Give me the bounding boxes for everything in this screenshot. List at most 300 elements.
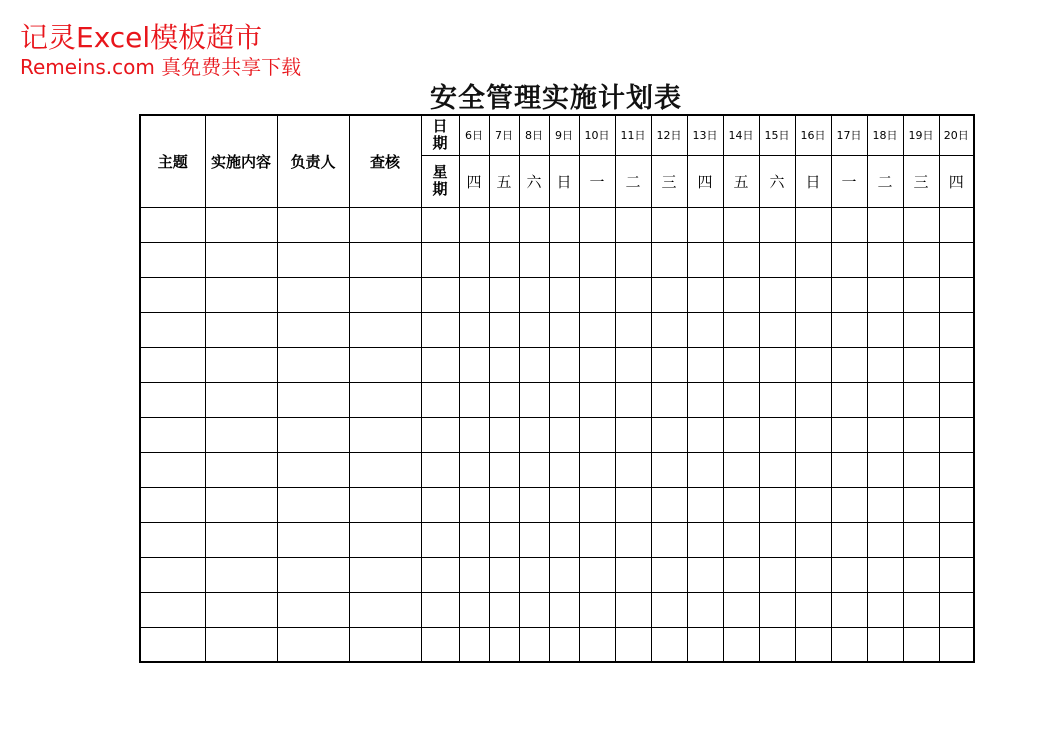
- table-cell[interactable]: [795, 452, 831, 487]
- table-cell[interactable]: [795, 417, 831, 452]
- table-cell[interactable]: [459, 592, 489, 627]
- table-cell[interactable]: [489, 557, 519, 592]
- table-cell[interactable]: [519, 557, 549, 592]
- table-cell[interactable]: [459, 452, 489, 487]
- table-cell[interactable]: [549, 627, 579, 662]
- table-cell[interactable]: [615, 487, 651, 522]
- table-cell[interactable]: [939, 417, 974, 452]
- table-cell[interactable]: [867, 487, 903, 522]
- table-cell[interactable]: [140, 417, 205, 452]
- table-cell[interactable]: [903, 312, 939, 347]
- table-cell[interactable]: [687, 207, 723, 242]
- table-cell[interactable]: [867, 242, 903, 277]
- table-cell[interactable]: [831, 312, 867, 347]
- table-cell[interactable]: [489, 207, 519, 242]
- table-cell[interactable]: [939, 277, 974, 312]
- table-cell[interactable]: [349, 627, 421, 662]
- table-cell[interactable]: [903, 452, 939, 487]
- table-cell[interactable]: [831, 347, 867, 382]
- table-cell[interactable]: [549, 557, 579, 592]
- table-cell[interactable]: [651, 487, 687, 522]
- table-cell[interactable]: [687, 382, 723, 417]
- table-cell[interactable]: [759, 627, 795, 662]
- table-cell[interactable]: [140, 312, 205, 347]
- table-cell[interactable]: [867, 417, 903, 452]
- table-cell[interactable]: [795, 522, 831, 557]
- table-cell[interactable]: [489, 522, 519, 557]
- table-cell[interactable]: [939, 627, 974, 662]
- table-cell[interactable]: [205, 382, 277, 417]
- table-cell[interactable]: [489, 417, 519, 452]
- table-cell[interactable]: [759, 207, 795, 242]
- table-cell[interactable]: [205, 207, 277, 242]
- table-cell[interactable]: [651, 347, 687, 382]
- table-cell[interactable]: [939, 347, 974, 382]
- table-cell[interactable]: [903, 487, 939, 522]
- table-cell[interactable]: [459, 242, 489, 277]
- date-cell: 8日: [519, 115, 549, 155]
- plan-table: [139, 114, 975, 663]
- table-cell[interactable]: [519, 627, 549, 662]
- weekday-cell: 五: [723, 155, 759, 207]
- weekday-cell: 六: [759, 155, 795, 207]
- table-cell[interactable]: [903, 207, 939, 242]
- table-cell[interactable]: [549, 207, 579, 242]
- table-cell[interactable]: [723, 417, 759, 452]
- table-cell[interactable]: [723, 312, 759, 347]
- table-cell[interactable]: [349, 312, 421, 347]
- table-cell[interactable]: [519, 207, 549, 242]
- table-cell[interactable]: [519, 452, 549, 487]
- table-cell[interactable]: [277, 592, 349, 627]
- table-cell[interactable]: [687, 592, 723, 627]
- table-cell[interactable]: [140, 522, 205, 557]
- table-cell[interactable]: [903, 627, 939, 662]
- table-row: [140, 487, 974, 522]
- table-cell[interactable]: [939, 522, 974, 557]
- date-cell: 19日: [903, 115, 939, 155]
- weekday-label-cell: [421, 155, 459, 207]
- date-cell: 14日: [723, 115, 759, 155]
- table-cell[interactable]: [459, 557, 489, 592]
- table-cell[interactable]: [939, 382, 974, 417]
- table-cell[interactable]: [459, 347, 489, 382]
- table-cell[interactable]: [939, 592, 974, 627]
- weekday-cell: 一: [831, 155, 867, 207]
- table-row: [140, 207, 974, 242]
- table-cell[interactable]: [459, 487, 489, 522]
- table-cell[interactable]: [687, 557, 723, 592]
- date-cell: 11日: [615, 115, 651, 155]
- table-cell[interactable]: [795, 592, 831, 627]
- table-cell[interactable]: [831, 522, 867, 557]
- table-cell[interactable]: [277, 557, 349, 592]
- table-cell[interactable]: [687, 347, 723, 382]
- table-cell[interactable]: [939, 207, 974, 242]
- table-cell[interactable]: [903, 557, 939, 592]
- table-cell[interactable]: [615, 347, 651, 382]
- table-cell[interactable]: [615, 382, 651, 417]
- weekday-label: 星期: [432, 163, 448, 198]
- table-cell[interactable]: [795, 312, 831, 347]
- date-cell: 20日: [939, 115, 974, 155]
- table-cell[interactable]: [205, 347, 277, 382]
- table-cell[interactable]: [903, 417, 939, 452]
- table-cell[interactable]: [615, 277, 651, 312]
- table-cell[interactable]: [795, 627, 831, 662]
- table-cell[interactable]: [615, 417, 651, 452]
- table-cell[interactable]: [549, 277, 579, 312]
- table-cell[interactable]: [349, 207, 421, 242]
- table-cell[interactable]: [831, 452, 867, 487]
- date-cell: 10日: [579, 115, 615, 155]
- table-cell[interactable]: [759, 417, 795, 452]
- table-cell[interactable]: [421, 277, 459, 312]
- table-cell[interactable]: [349, 487, 421, 522]
- table-cell[interactable]: [459, 207, 489, 242]
- table-cell[interactable]: [489, 487, 519, 522]
- table-cell[interactable]: [205, 627, 277, 662]
- date-cell: 18日: [867, 115, 903, 155]
- table-cell[interactable]: [903, 277, 939, 312]
- table-cell[interactable]: [549, 382, 579, 417]
- table-cell[interactable]: [277, 312, 349, 347]
- table-cell[interactable]: [489, 592, 519, 627]
- table-cell[interactable]: [759, 242, 795, 277]
- table-cell[interactable]: [489, 277, 519, 312]
- table-cell[interactable]: [903, 522, 939, 557]
- table-cell[interactable]: [651, 207, 687, 242]
- table-cell[interactable]: [277, 522, 349, 557]
- table-row: [140, 312, 974, 347]
- table-cell[interactable]: [759, 557, 795, 592]
- table-cell[interactable]: [349, 277, 421, 312]
- table-cell[interactable]: [687, 242, 723, 277]
- table-cell[interactable]: [795, 347, 831, 382]
- table-cell[interactable]: [759, 487, 795, 522]
- table-cell[interactable]: [831, 557, 867, 592]
- table-cell[interactable]: [867, 592, 903, 627]
- table-cell[interactable]: [615, 557, 651, 592]
- table-cell[interactable]: [277, 417, 349, 452]
- header-content: 实施内容: [205, 115, 277, 207]
- table-cell[interactable]: [615, 207, 651, 242]
- table-row: [140, 522, 974, 557]
- table-cell[interactable]: [421, 487, 459, 522]
- table-cell[interactable]: [459, 277, 489, 312]
- table-cell[interactable]: [651, 592, 687, 627]
- table-cell[interactable]: [723, 277, 759, 312]
- table-cell[interactable]: [549, 417, 579, 452]
- weekday-cell: 日: [795, 155, 831, 207]
- table-cell[interactable]: [140, 347, 205, 382]
- table-cell[interactable]: [489, 627, 519, 662]
- table-cell[interactable]: [903, 382, 939, 417]
- table-cell[interactable]: [687, 452, 723, 487]
- table-cell[interactable]: [140, 592, 205, 627]
- table-cell[interactable]: [421, 382, 459, 417]
- table-cell[interactable]: [615, 627, 651, 662]
- table-cell[interactable]: [549, 347, 579, 382]
- date-cell: 15日: [759, 115, 795, 155]
- table-cell[interactable]: [759, 452, 795, 487]
- weekday-cell: 四: [687, 155, 723, 207]
- table-cell[interactable]: [939, 452, 974, 487]
- table-cell[interactable]: [579, 417, 615, 452]
- table-cell[interactable]: [205, 592, 277, 627]
- table-cell[interactable]: [349, 417, 421, 452]
- table-cell[interactable]: [549, 242, 579, 277]
- table-cell[interactable]: [759, 347, 795, 382]
- table-row: [140, 452, 974, 487]
- table-cell[interactable]: [723, 487, 759, 522]
- table-cell[interactable]: [459, 417, 489, 452]
- table-cell[interactable]: [421, 627, 459, 662]
- table-cell[interactable]: [831, 627, 867, 662]
- table-cell[interactable]: [140, 557, 205, 592]
- table-cell[interactable]: [579, 627, 615, 662]
- table-cell[interactable]: [579, 592, 615, 627]
- header-topic: 主题: [140, 115, 205, 207]
- table-cell[interactable]: [939, 312, 974, 347]
- table-cell[interactable]: [723, 242, 759, 277]
- table-cell[interactable]: [867, 312, 903, 347]
- table-cell[interactable]: [349, 347, 421, 382]
- table-cell[interactable]: [349, 452, 421, 487]
- table-cell[interactable]: [579, 557, 615, 592]
- table-cell[interactable]: [459, 312, 489, 347]
- header-review: 查核: [349, 115, 421, 207]
- table-cell[interactable]: [651, 242, 687, 277]
- table-cell[interactable]: [723, 347, 759, 382]
- table-cell[interactable]: [903, 242, 939, 277]
- table-cell[interactable]: [549, 487, 579, 522]
- table-cell[interactable]: [549, 522, 579, 557]
- table-cell[interactable]: [140, 242, 205, 277]
- table-cell[interactable]: [615, 592, 651, 627]
- table-cell[interactable]: [867, 452, 903, 487]
- table-cell[interactable]: [277, 277, 349, 312]
- table-cell[interactable]: [759, 522, 795, 557]
- watermark-title: 记灵Excel模板超市: [20, 21, 263, 54]
- table-cell[interactable]: [489, 382, 519, 417]
- table-cell[interactable]: [549, 452, 579, 487]
- table-cell[interactable]: [723, 557, 759, 592]
- table-cell[interactable]: [349, 592, 421, 627]
- table-cell[interactable]: [867, 207, 903, 242]
- table-cell[interactable]: [519, 242, 549, 277]
- table-cell[interactable]: [723, 592, 759, 627]
- table-cell[interactable]: [579, 277, 615, 312]
- table-cell[interactable]: [867, 277, 903, 312]
- table-cell[interactable]: [519, 522, 549, 557]
- table-cell[interactable]: [795, 277, 831, 312]
- table-cell[interactable]: [687, 487, 723, 522]
- table-cell[interactable]: [723, 452, 759, 487]
- table-cell[interactable]: [687, 627, 723, 662]
- table-cell[interactable]: [579, 487, 615, 522]
- table-cell[interactable]: [205, 522, 277, 557]
- weekday-cell: 六: [519, 155, 549, 207]
- table-cell[interactable]: [459, 382, 489, 417]
- table-cell[interactable]: [795, 557, 831, 592]
- table-cell[interactable]: [651, 522, 687, 557]
- table-cell[interactable]: [205, 487, 277, 522]
- table-cell[interactable]: [421, 592, 459, 627]
- weekday-cell: 三: [903, 155, 939, 207]
- table-cell[interactable]: [651, 417, 687, 452]
- table-cell[interactable]: [759, 277, 795, 312]
- table-cell[interactable]: [831, 242, 867, 277]
- table-cell[interactable]: [867, 347, 903, 382]
- table-cell[interactable]: [519, 592, 549, 627]
- table-row: [140, 592, 974, 627]
- table-cell[interactable]: [421, 522, 459, 557]
- table-cell[interactable]: [421, 242, 459, 277]
- table-row: [140, 557, 974, 592]
- table-cell[interactable]: [867, 382, 903, 417]
- table-cell[interactable]: [795, 242, 831, 277]
- document-title: 安全管理实施计划表: [430, 83, 682, 114]
- table-cell[interactable]: [489, 312, 519, 347]
- table-cell[interactable]: [459, 627, 489, 662]
- table-cell[interactable]: [759, 382, 795, 417]
- table-cell[interactable]: [349, 242, 421, 277]
- table-cell[interactable]: [867, 557, 903, 592]
- table-cell[interactable]: [205, 277, 277, 312]
- table-cell[interactable]: [421, 452, 459, 487]
- table-cell[interactable]: [723, 382, 759, 417]
- table-cell[interactable]: [519, 277, 549, 312]
- table-cell[interactable]: [579, 382, 615, 417]
- table-cell[interactable]: [519, 417, 549, 452]
- table-cell[interactable]: [687, 312, 723, 347]
- table-cell[interactable]: [831, 207, 867, 242]
- table-cell[interactable]: [831, 592, 867, 627]
- table-cell[interactable]: [277, 207, 349, 242]
- table-cell[interactable]: [795, 207, 831, 242]
- table-cell[interactable]: [140, 207, 205, 242]
- table-cell[interactable]: [939, 557, 974, 592]
- table-cell[interactable]: [140, 277, 205, 312]
- table-cell[interactable]: [519, 312, 549, 347]
- table-cell[interactable]: [349, 557, 421, 592]
- table-cell[interactable]: [615, 242, 651, 277]
- table-cell[interactable]: [579, 452, 615, 487]
- table-cell[interactable]: [651, 452, 687, 487]
- table-cell[interactable]: [795, 382, 831, 417]
- table-cell[interactable]: [651, 627, 687, 662]
- table-cell[interactable]: [489, 242, 519, 277]
- table-cell[interactable]: [579, 207, 615, 242]
- table-cell[interactable]: [831, 417, 867, 452]
- table-cell[interactable]: [939, 487, 974, 522]
- table-cell[interactable]: [651, 382, 687, 417]
- table-cell[interactable]: [867, 522, 903, 557]
- table-cell[interactable]: [421, 312, 459, 347]
- table-cell[interactable]: [277, 487, 349, 522]
- table-cell[interactable]: [615, 312, 651, 347]
- weekday-cell: 三: [651, 155, 687, 207]
- table-cell[interactable]: [651, 557, 687, 592]
- table-cell[interactable]: [519, 347, 549, 382]
- date-label-cell: [421, 115, 459, 155]
- table-cell[interactable]: [489, 452, 519, 487]
- table-cell[interactable]: [519, 487, 549, 522]
- table-cell[interactable]: [421, 417, 459, 452]
- table-cell[interactable]: [651, 312, 687, 347]
- table-row: [140, 242, 974, 277]
- table-cell[interactable]: [459, 522, 489, 557]
- table-cell[interactable]: [615, 522, 651, 557]
- table-cell[interactable]: [421, 207, 459, 242]
- table-cell[interactable]: [489, 347, 519, 382]
- table-cell[interactable]: [277, 452, 349, 487]
- table-cell[interactable]: [277, 347, 349, 382]
- table-cell[interactable]: [205, 557, 277, 592]
- date-cell: 17日: [831, 115, 867, 155]
- table-cell[interactable]: [349, 522, 421, 557]
- table-cell[interactable]: [687, 277, 723, 312]
- header-owner: 负责人: [277, 115, 349, 207]
- table-cell[interactable]: [519, 382, 549, 417]
- table-cell[interactable]: [903, 347, 939, 382]
- table-cell[interactable]: [140, 382, 205, 417]
- table-cell[interactable]: [140, 487, 205, 522]
- table-cell[interactable]: [759, 592, 795, 627]
- table-cell[interactable]: [421, 557, 459, 592]
- table-cell[interactable]: [759, 312, 795, 347]
- table-cell[interactable]: [687, 417, 723, 452]
- table-cell[interactable]: [579, 522, 615, 557]
- table-cell[interactable]: [140, 627, 205, 662]
- table-cell[interactable]: [349, 382, 421, 417]
- weekday-cell: 二: [615, 155, 651, 207]
- weekday-cell: 二: [867, 155, 903, 207]
- table-row: [140, 347, 974, 382]
- table-cell[interactable]: [723, 522, 759, 557]
- table-cell[interactable]: [205, 452, 277, 487]
- table-cell[interactable]: [795, 487, 831, 522]
- table-cell[interactable]: [579, 242, 615, 277]
- table-cell[interactable]: [903, 592, 939, 627]
- table-cell[interactable]: [831, 277, 867, 312]
- table-cell[interactable]: [549, 312, 579, 347]
- table-cell[interactable]: [421, 347, 459, 382]
- table-cell[interactable]: [651, 277, 687, 312]
- table-cell[interactable]: [140, 452, 205, 487]
- table-cell[interactable]: [205, 312, 277, 347]
- table-cell[interactable]: [867, 627, 903, 662]
- table-row: [140, 627, 974, 662]
- table-cell[interactable]: [723, 627, 759, 662]
- table-cell[interactable]: [615, 452, 651, 487]
- table-cell[interactable]: [277, 242, 349, 277]
- table-cell[interactable]: [277, 382, 349, 417]
- table-cell[interactable]: [549, 592, 579, 627]
- table-cell[interactable]: [579, 312, 615, 347]
- table-cell[interactable]: [579, 347, 615, 382]
- table-cell[interactable]: [687, 522, 723, 557]
- weekday-cell: 四: [939, 155, 974, 207]
- table-cell[interactable]: [205, 242, 277, 277]
- table-cell[interactable]: [831, 487, 867, 522]
- table-cell[interactable]: [831, 382, 867, 417]
- table-cell[interactable]: [205, 417, 277, 452]
- table-cell[interactable]: [277, 627, 349, 662]
- table-cell[interactable]: [723, 207, 759, 242]
- table-cell[interactable]: [939, 242, 974, 277]
